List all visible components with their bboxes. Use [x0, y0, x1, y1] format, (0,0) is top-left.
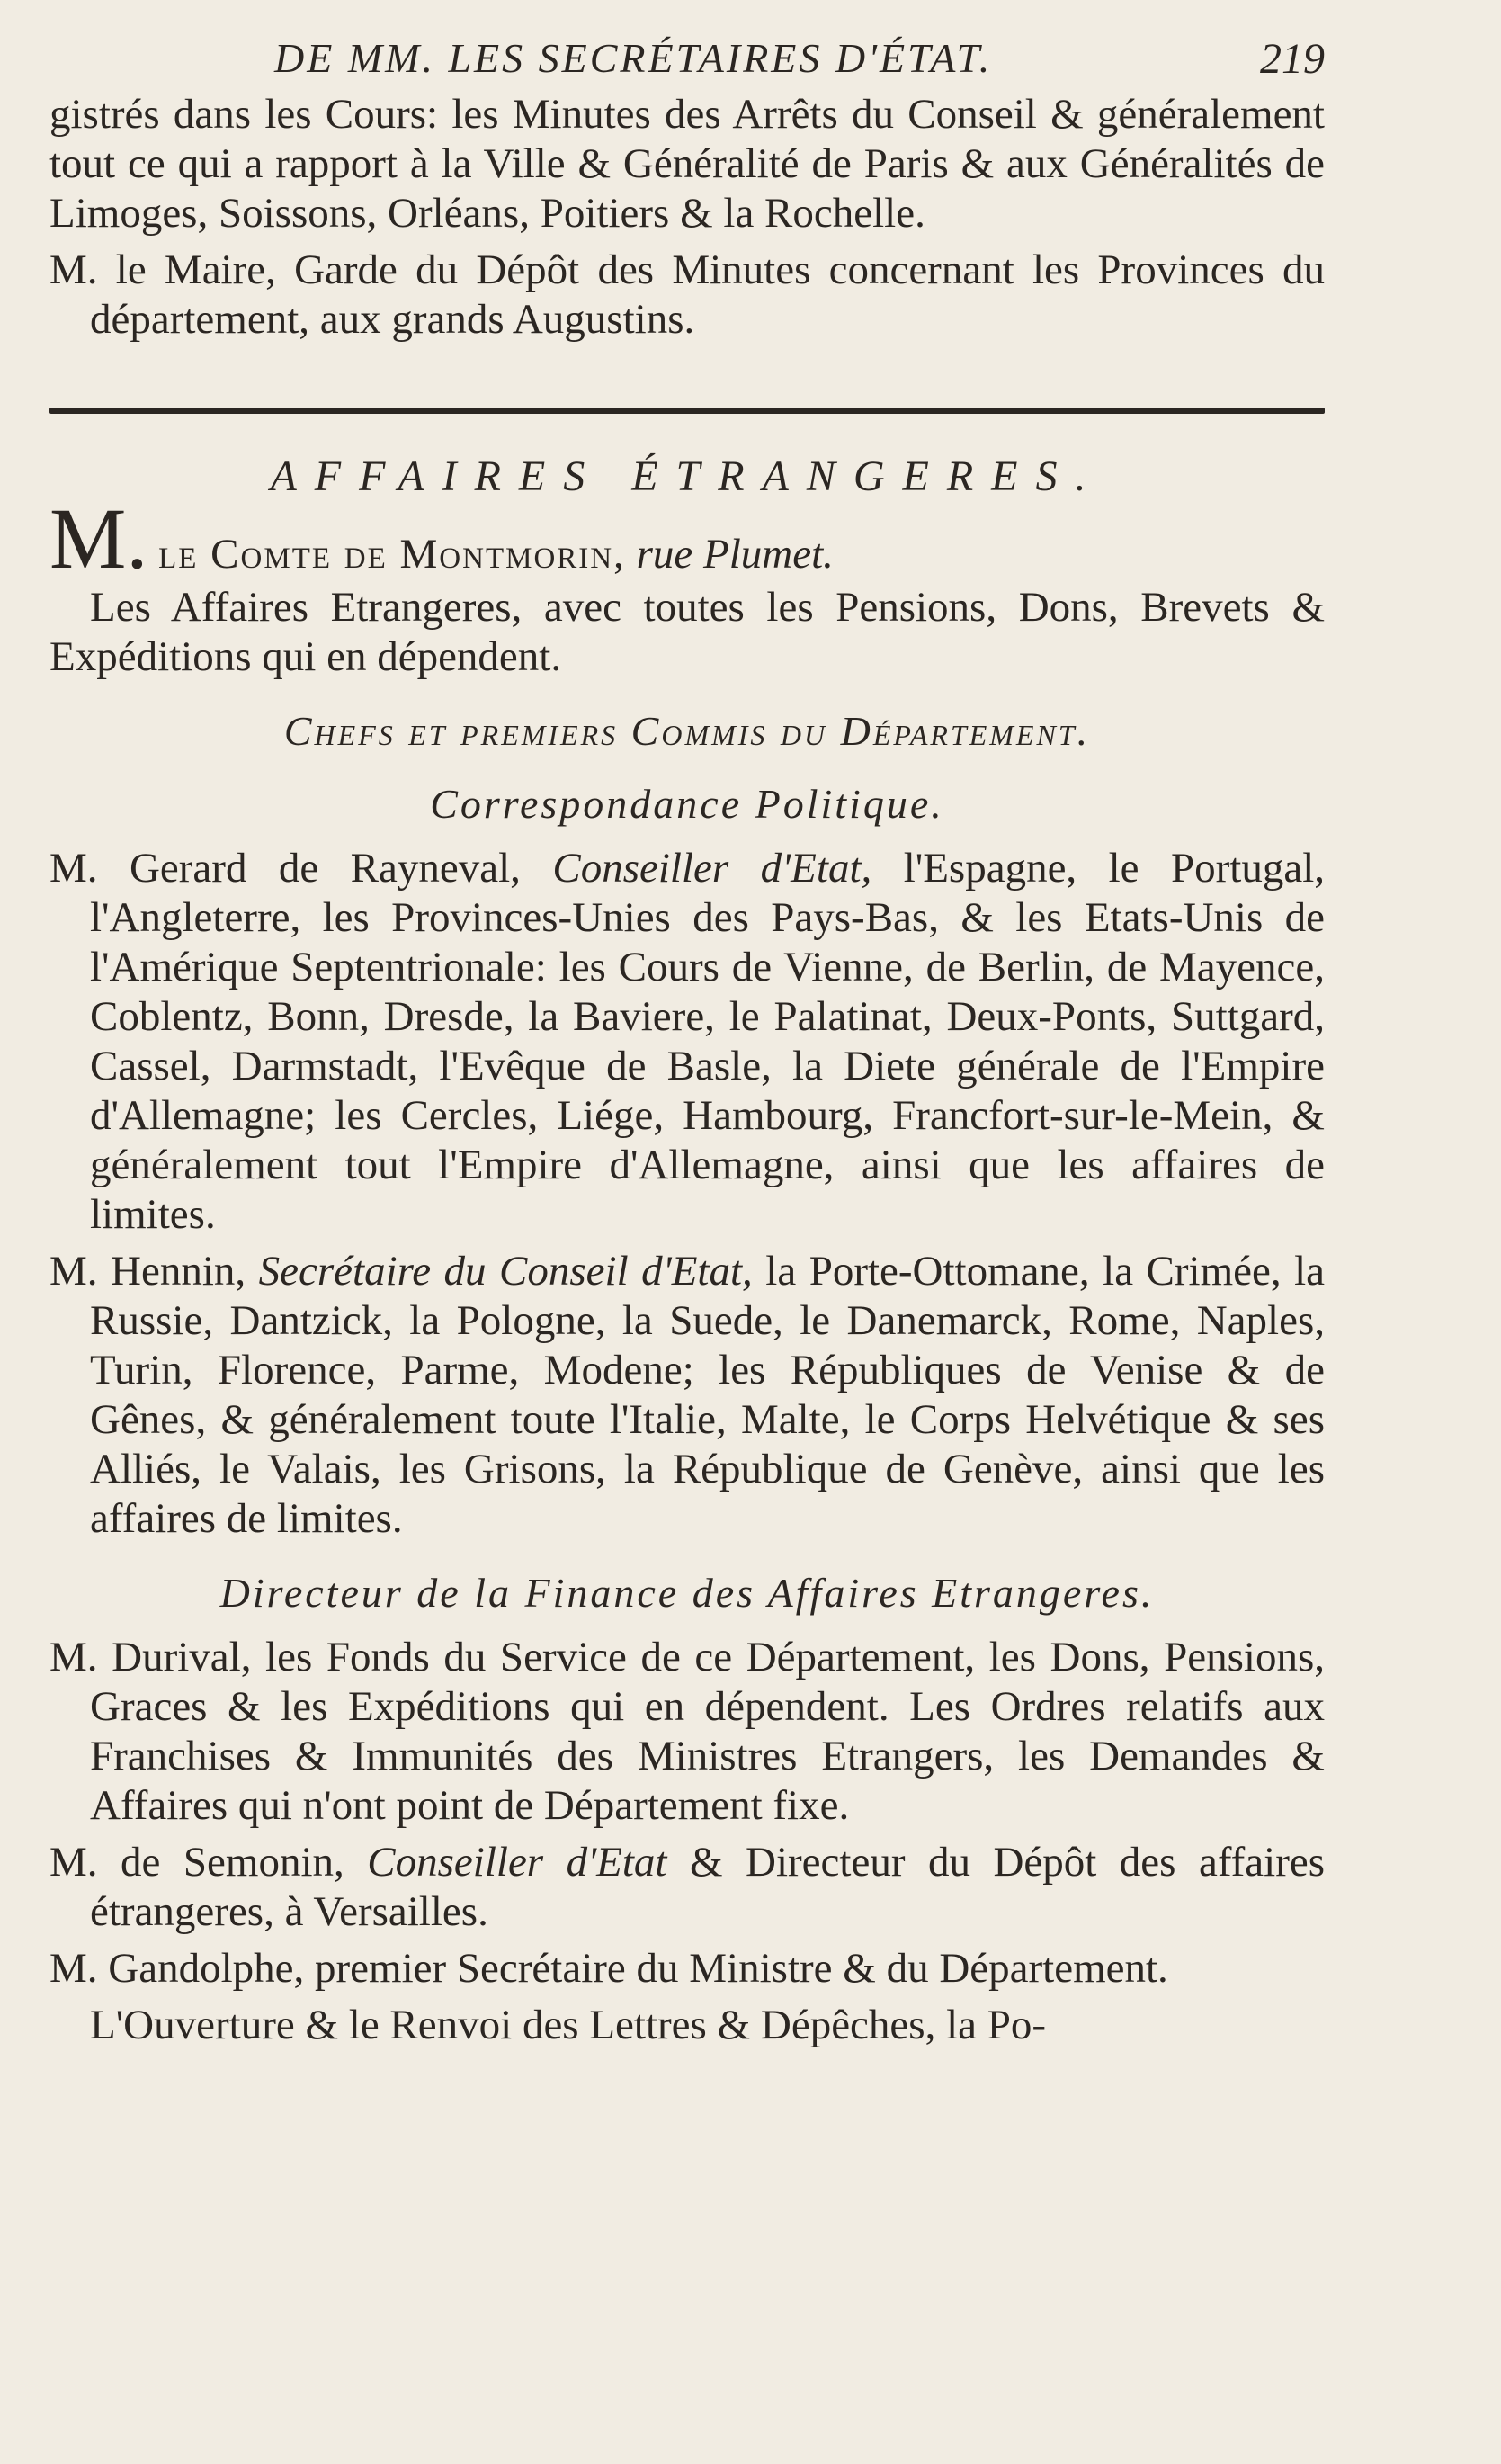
gerard-text: l'Espagne, le Portugal, l'Angleterre, les Provinces-Unies des Pays-Bas, & les Etats-Unis de l'Amérique Septentrionale: les Cours de Vienne, de Berlin, de Mayence, Coblentz, Bonn, Dresde, la Baviere, le Palatinat, Deux-Ponts, Suttgard, Cassel, Darmstadt, l'Evêque de Basle, la Diete générale de l'Empire d'Allemagne; les Cercles, Liége, Hambourg, Francfort-sur-le-Mein, & généralement tout l'Empire d'Allemagne, ainsi que les affaires de limites.: [90, 845, 1325, 1238]
section-divider: [49, 408, 1325, 414]
running-head: [49, 25, 1325, 90]
running-head-title: DE MM. LES SECRÉTAIRES D'ÉTAT.: [274, 35, 993, 81]
hennin-title: Secrétaire du Conseil d'Etat,: [258, 1248, 753, 1295]
gerard-name: M. Gerard de Rayneval,: [49, 845, 521, 892]
gerard-entry: [49, 844, 1325, 1240]
hennin-entry: [49, 1247, 1325, 1544]
semonin-name: M. de Semonin,: [49, 1839, 344, 1886]
semonin-text: & Directeur du Dépôt des affaires étrangeres, à Versailles.: [90, 1839, 1325, 1935]
section-title: AFFAIRES ÉTRANGERES.: [270, 452, 1104, 500]
minister-line: [49, 490, 1325, 587]
minister-address: rue Plumet.: [636, 531, 834, 578]
durival-entry: M. Durival, les Fonds du Service de ce Département, les Dons, Pensions, Graces & les Expéditions qui en dépendent. Les Ordres relatifs aux Franchises & Immunités des Ministres Etrangers, les Demandes & Affaires qui n'ont point de Département fixe.: [49, 1634, 1325, 1829]
chiefs-heading: Chefs et premiers Commis du Département.: [283, 708, 1091, 754]
minister-initial: M.: [49, 490, 148, 587]
semonin-title: Conseiller d'Etat: [367, 1839, 667, 1886]
maire-entry: M. le Maire, Garde du Dépôt des Minutes concernant les Provinces du département, aux grands Augustins.: [49, 246, 1325, 343]
page-number: 219: [1260, 35, 1325, 83]
hennin-name: M. Hennin,: [49, 1248, 246, 1295]
finance-heading: Directeur de la Finance des Affaires Etrangeres.: [219, 1570, 1155, 1616]
correspondance-heading: Correspondance Politique.: [430, 781, 944, 827]
semonin-entry: [49, 1838, 1325, 1937]
minister-name: le Comte de Montmorin,: [158, 531, 626, 578]
section-description: Les Affaires Etrangeres, avec toutes les Pensions, Dons, Brevets & Expéditions qui en dépendent.: [49, 584, 1325, 680]
continuation-paragraph: gistrés dans les Cours: les Minutes des Arrêts du Conseil & généralement tout ce qui a rapport à la Ville & Généralité de Paris & aux Généralités de Limoges, Soissons, Orléans, Poitiers & la Rochelle.: [49, 91, 1325, 237]
gandolphe-entry: M. Gandolphe, premier Secrétaire du Ministre & du Département.: [49, 1945, 1168, 1992]
gerard-title: Conseiller d'Etat,: [552, 845, 872, 892]
last-line: L'Ouverture & le Renvoi des Lettres & Dépêches, la Po-: [90, 2002, 1047, 2048]
hennin-text: la Porte-Ottomane, la Crimée, la Russie, Dantzick, la Pologne, la Suede, le Danemarck, Rome, Naples, Turin, Florence, Parme, Modene; les Républiques de Venise & de Gênes, & généralement toute l'Italie, Malte, le Corps Helvétique & ses Alliés, le Valais, les Grisons, la République de Genève, ainsi que les affaires de limites.: [90, 1248, 1326, 1542]
